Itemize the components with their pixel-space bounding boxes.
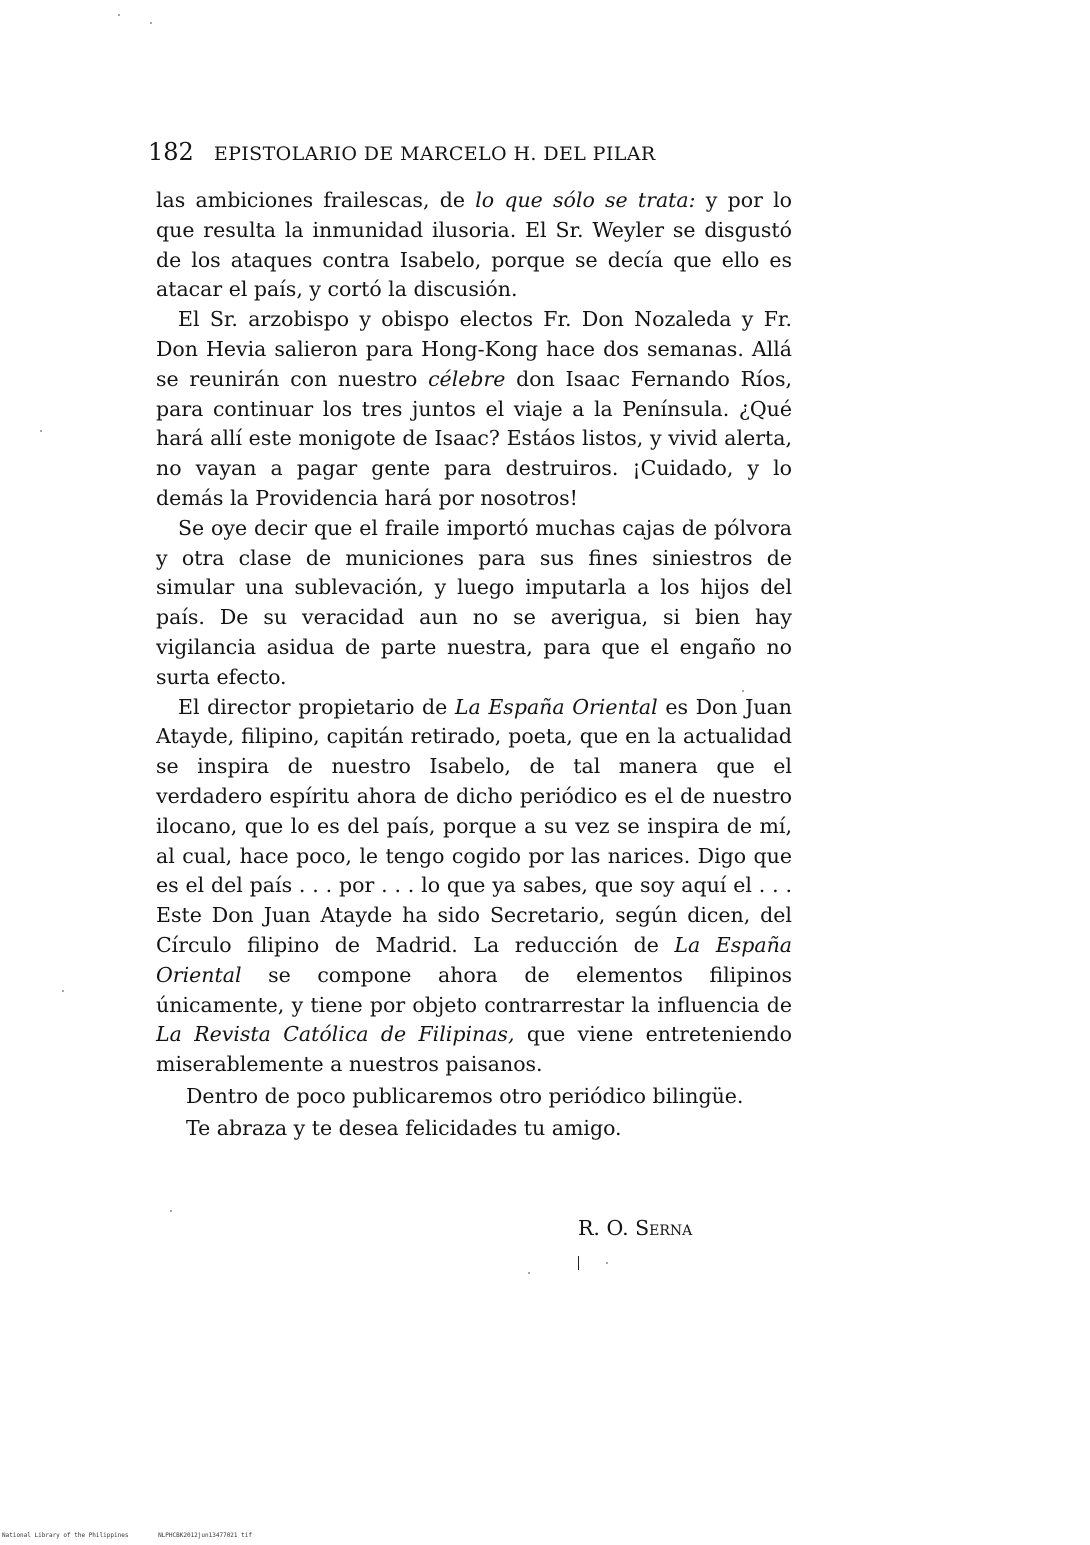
signature-initials: R. O.	[578, 1216, 629, 1240]
page-number: 182	[148, 138, 194, 166]
signature	[578, 1216, 692, 1240]
paragraph-5: Dentro de poco publicaremos otro periódico bilingüe.	[186, 1083, 744, 1108]
text-span: El director propietario de	[178, 694, 455, 719]
scan-speck	[606, 1262, 608, 1264]
scan-footer	[2, 1532, 278, 1539]
newspaper-title: La España Oriental	[156, 932, 792, 987]
text-span: las ambiciones frailescas, de	[156, 188, 476, 212]
scan-speck	[40, 430, 42, 432]
text-span: don Isaac Fernando Ríos, para continuar los tres juntos el viaje a la Península. ¿Qué hará allí este monigote de Isaac? Estáos listos, y vivid alerta, no vayan a pagar gente para destruiros. ¡Cuidado, y lo demás la Providencia hará por nosotros!	[156, 366, 792, 510]
scan-speck	[742, 690, 744, 692]
letter-body	[156, 186, 792, 1144]
italic-phrase: lo que sólo se trata:	[475, 188, 696, 212]
paragraph-1	[156, 186, 792, 305]
text-span: es Don Juan Atayde, filipino, capitán retirado, poeta, que en la actualidad se inspira de nuestro Isabelo, de tal manera que el verdadero espíritu ahora de dicho periódico es el de nuestro ilocano, que lo es del país, porque a su vez se inspira de mí, al cual, hace poco, le tengo cogido por las narices. Digo que es el del país . . . por . . . lo que ya sabes, que soy aquí el . . . Este Don Juan Atayde ha sido Secretario, según dicen, del Círculo filipino de Madrid. La reducción de	[156, 694, 793, 957]
footer-library: National Library of the Philippines	[2, 1532, 129, 1539]
page-header	[148, 138, 798, 174]
signature-surname: Serna	[635, 1216, 693, 1240]
paragraph-3: Se oye decir que el fraile importó muchas cajas de pólvora y otra clase de municiones para sus fines siniestros de simular una sublevación, y luego imputarla a los hijos del país. De su veracidad aun no se averigua, si bien hay vigilancia asidua de parte nuestra, para que el engaño no surta efecto.	[156, 515, 792, 689]
scan-speck	[528, 1272, 530, 1274]
text-span: El Sr. arzobispo y obispo electos Fr. Don Nozaleda y Fr. Don Hevia salieron para Hong-Kong hace dos semanas. Allá se reunirán con nuestro	[156, 307, 792, 391]
scan-mark	[578, 1256, 579, 1270]
scan-speck	[118, 14, 120, 16]
italic-phrase: célebre	[428, 366, 506, 391]
newspaper-title: La Revista Católica de Filipinas,	[156, 1022, 515, 1047]
paragraph-4	[156, 693, 792, 1080]
scan-speck	[170, 1210, 172, 1212]
text-span: y por lo que resulta la inmunidad ilusoria. El Sr. Weyler se disgustó de los ataques contra Isabelo, porque se decía que ello es atacar el país, y cortó la discusión.	[156, 188, 793, 302]
text-span: que viene entreteniendo miserablemente a nuestros paisanos.	[156, 1022, 792, 1077]
text-span: se compone ahora de elementos filipinos únicamente, y tiene por objeto contrarrestar la influencia de	[156, 962, 792, 1017]
running-title: EPISTOLARIO DE MARCELO H. DEL PILAR	[213, 143, 656, 165]
newspaper-title: La España Oriental	[454, 694, 658, 719]
scan-speck	[62, 990, 64, 992]
paragraph-6: Te abraza y te desea felicidades tu amigo.	[186, 1115, 622, 1140]
paragraph-2	[156, 305, 792, 514]
scan-speck	[150, 22, 152, 24]
footer-file-id: NLPHCBK2012jun13477021 tif	[158, 1532, 252, 1539]
